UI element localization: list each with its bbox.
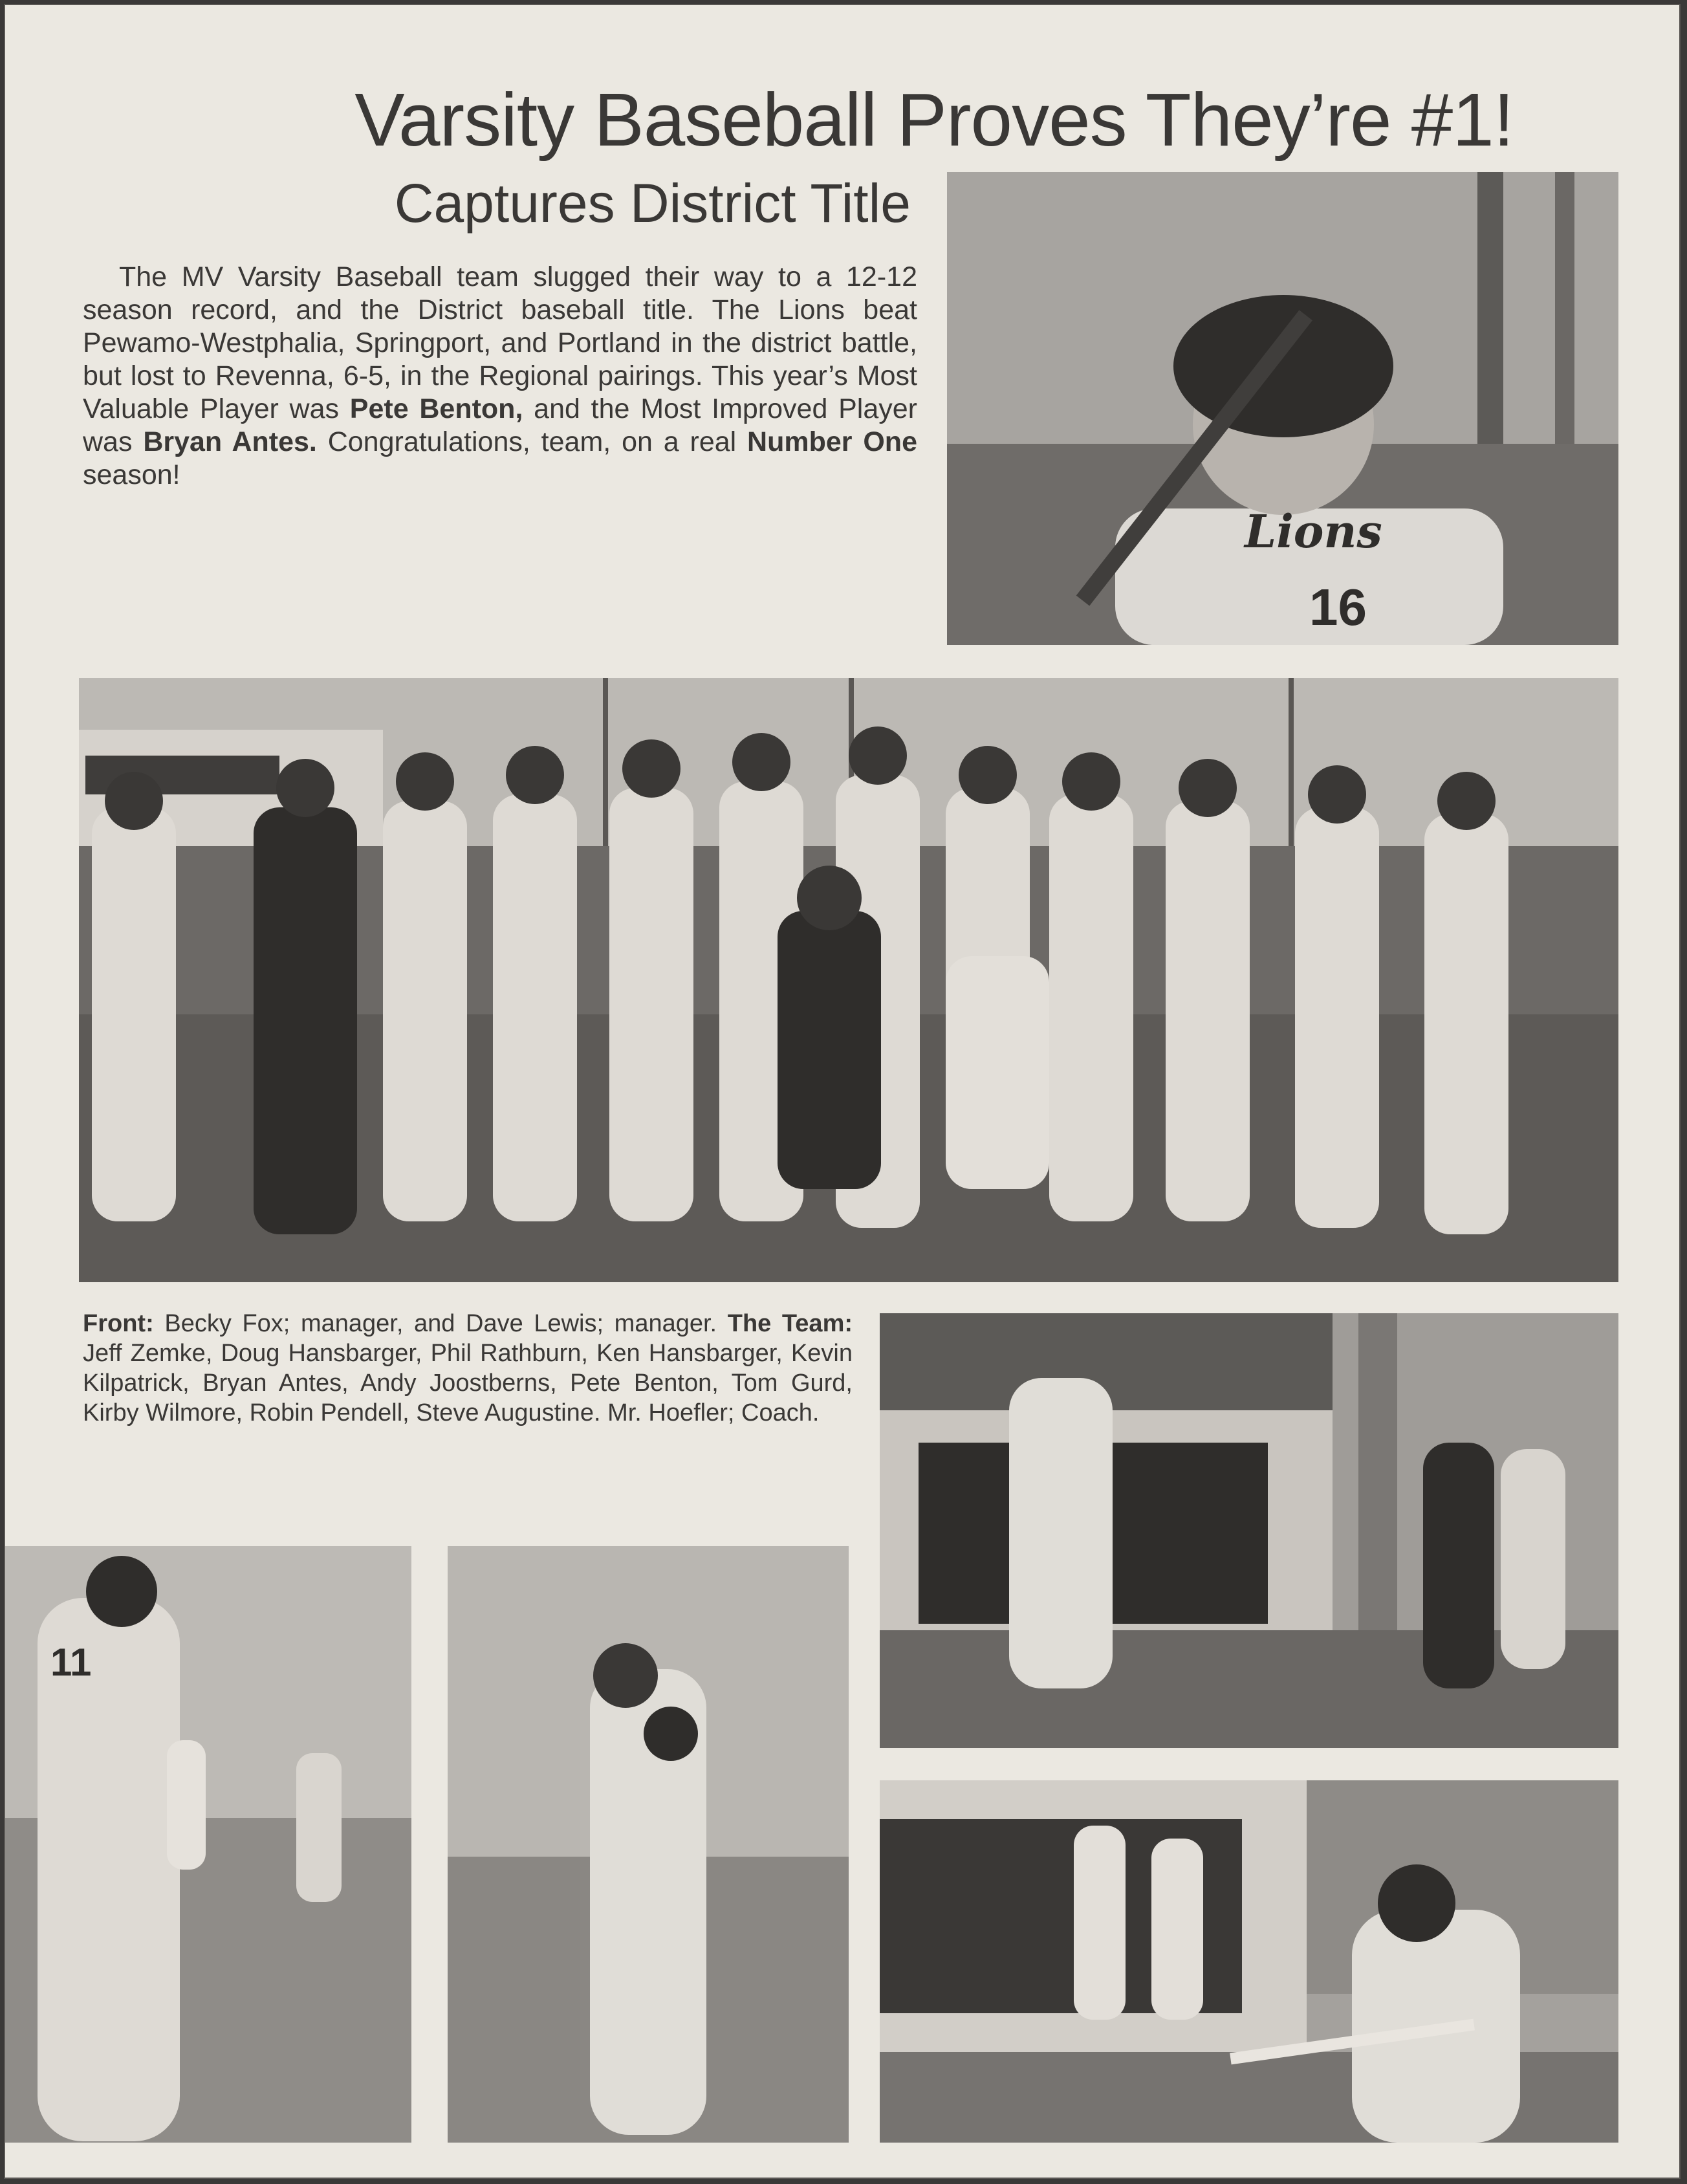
mvp-name: Pete Benton, [349, 393, 523, 424]
story-part1: The MV Varsity Baseball team slugged their way to a 12-12 season record, and the District baseball title. The Lions beat Pewamo-Westphalia, Springport, and Portland in the district battle, but lost to Revenna, 6-5, in the Regional pairings. This year’s Most Valuable Player was [83, 261, 917, 424]
mip-name: Bryan Antes. [143, 426, 317, 457]
headline: Varsity Baseball Proves They’re #1! [354, 78, 1514, 162]
yearbook-page [4, 4, 1681, 2179]
fielder-jersey-number: 11 [50, 1641, 92, 1684]
dugout-home-plate-photo [880, 1313, 1618, 1748]
batter-dugout-photo [880, 1780, 1618, 2143]
story-part3: Congratulations, team, on a real [316, 426, 748, 457]
story-part2: and the Most Improved Player was [83, 393, 918, 457]
batter-jersey-number: 16 [1309, 578, 1367, 636]
front-label: Front: [83, 1310, 154, 1337]
team-label: The Team: [727, 1310, 853, 1337]
team-caption [83, 1309, 853, 1428]
pitcher-photo [448, 1546, 849, 2143]
team-photo [79, 678, 1618, 1282]
team-text: Jeff Zemke, Doug Hansbarger, Phil Rathburn, Ken Hansbarger, Kevin Kilpatrick, Bryan Antes, Andy Joostberns, Pete Benton, Tom Gurd, Kirby Wilmore, Robin Pendell, Steve Augustine. Mr. Hoefler; Coach. [83, 1340, 853, 1426]
fielder-eleven-photo [5, 1546, 411, 2143]
subheadline: Captures District Title [394, 173, 911, 234]
number-one-emphasis: Number One [747, 426, 917, 457]
batter-portrait-photo [947, 172, 1618, 645]
story-part4: season! [83, 459, 180, 490]
front-text: Becky Fox; manager, and Dave Lewis; manager. [153, 1310, 728, 1337]
story-paragraph [83, 261, 917, 492]
batter-jersey-script: Lions [1245, 505, 1382, 558]
